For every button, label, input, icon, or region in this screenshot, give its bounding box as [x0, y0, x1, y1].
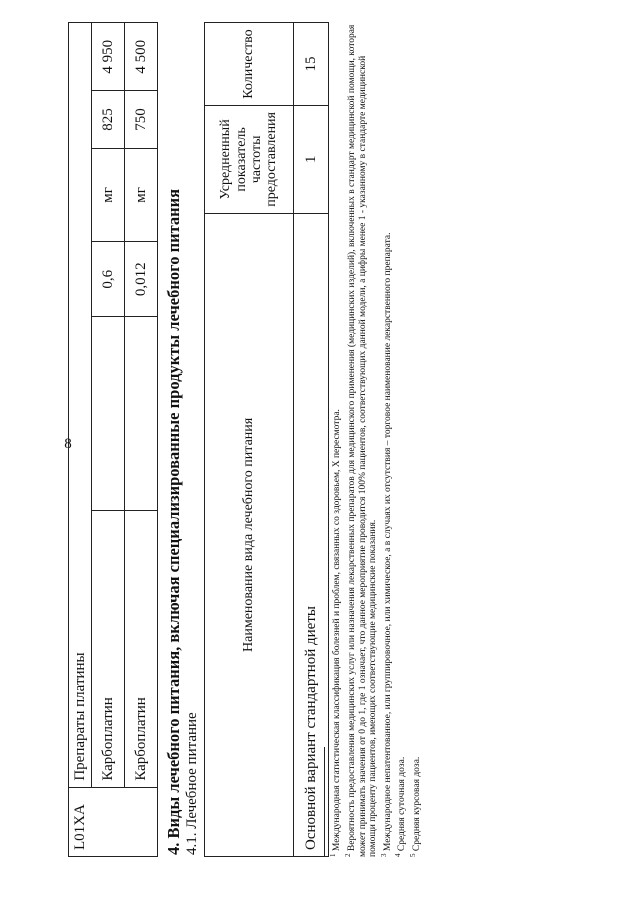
drug-unit: мг	[125, 148, 158, 241]
footnote: $^3$ Международное непатентованное, или группировочное, или химическое, а в случаях их отсутствия – торговое наименование лекарственного препарата.	[379, 232, 393, 857]
diet-frequency: 1	[294, 106, 329, 214]
footnote: $^5$ Средняя курсовая доза.	[409, 756, 423, 857]
drug-daily-dose: 825	[92, 91, 125, 148]
page-number: 8	[64, 436, 72, 452]
drug-group-row	[69, 23, 92, 857]
drug-row	[125, 23, 158, 857]
drug-name: Карбоплатин	[92, 511, 125, 787]
drug-probability: 0,012	[125, 242, 158, 317]
header-name: Наименование вида лечебного питания	[205, 213, 294, 856]
footnote: $^4$ Средняя суточная доза.	[394, 756, 408, 857]
diet-quantity: 15	[294, 23, 329, 106]
drug-unit: мг	[92, 148, 125, 241]
header-quantity: Количество	[205, 23, 294, 106]
drug-course-dose: 4 500	[125, 23, 158, 91]
footnote-divider	[324, 747, 325, 857]
section-title: 4. Виды лечебного питания, включая специализированные продукты лечебного питания	[164, 188, 183, 855]
footnote: $^2$ Вероятность предоставления медицинских услуг или назначения лекарственных препаратов для медицинского применения (медицинских изделий), включенных в стандарт медицинской помощи, которая может принимать значения от 0 до 1, где 1 означает, что данное мероприятие проводится 100% пациентов, соответствующих данной модели, а цифры менее 1 - указанному в стандарте медицинской помощи проценту пациентов, имеющих соответствующие медицинские показания.	[343, 24, 379, 857]
drug-probability: 0,6	[92, 242, 125, 317]
group-code: L01XA	[69, 787, 92, 856]
footnote: $^1$ Международная статистическая классификация болезней и проблем, связанных со здоровьем, X пересмотра.	[329, 409, 343, 857]
drug-row	[92, 23, 125, 857]
nutrition-table	[204, 22, 329, 857]
drug-daily-dose: 750	[125, 91, 158, 148]
header-frequency: Усредненный показатель частоты предоставления	[205, 106, 294, 214]
drug-table	[68, 22, 158, 857]
drug-name: Карбоплатин	[125, 511, 158, 787]
subsection-title: 4.1. Лечебное питание	[184, 712, 200, 855]
group-name: Препараты платины	[69, 23, 92, 788]
nutrition-header-row	[205, 23, 294, 857]
drug-course-dose: 4 950	[92, 23, 125, 91]
diet-name: Основной вариант стандартной диеты	[294, 213, 329, 856]
footnotes	[324, 22, 423, 857]
